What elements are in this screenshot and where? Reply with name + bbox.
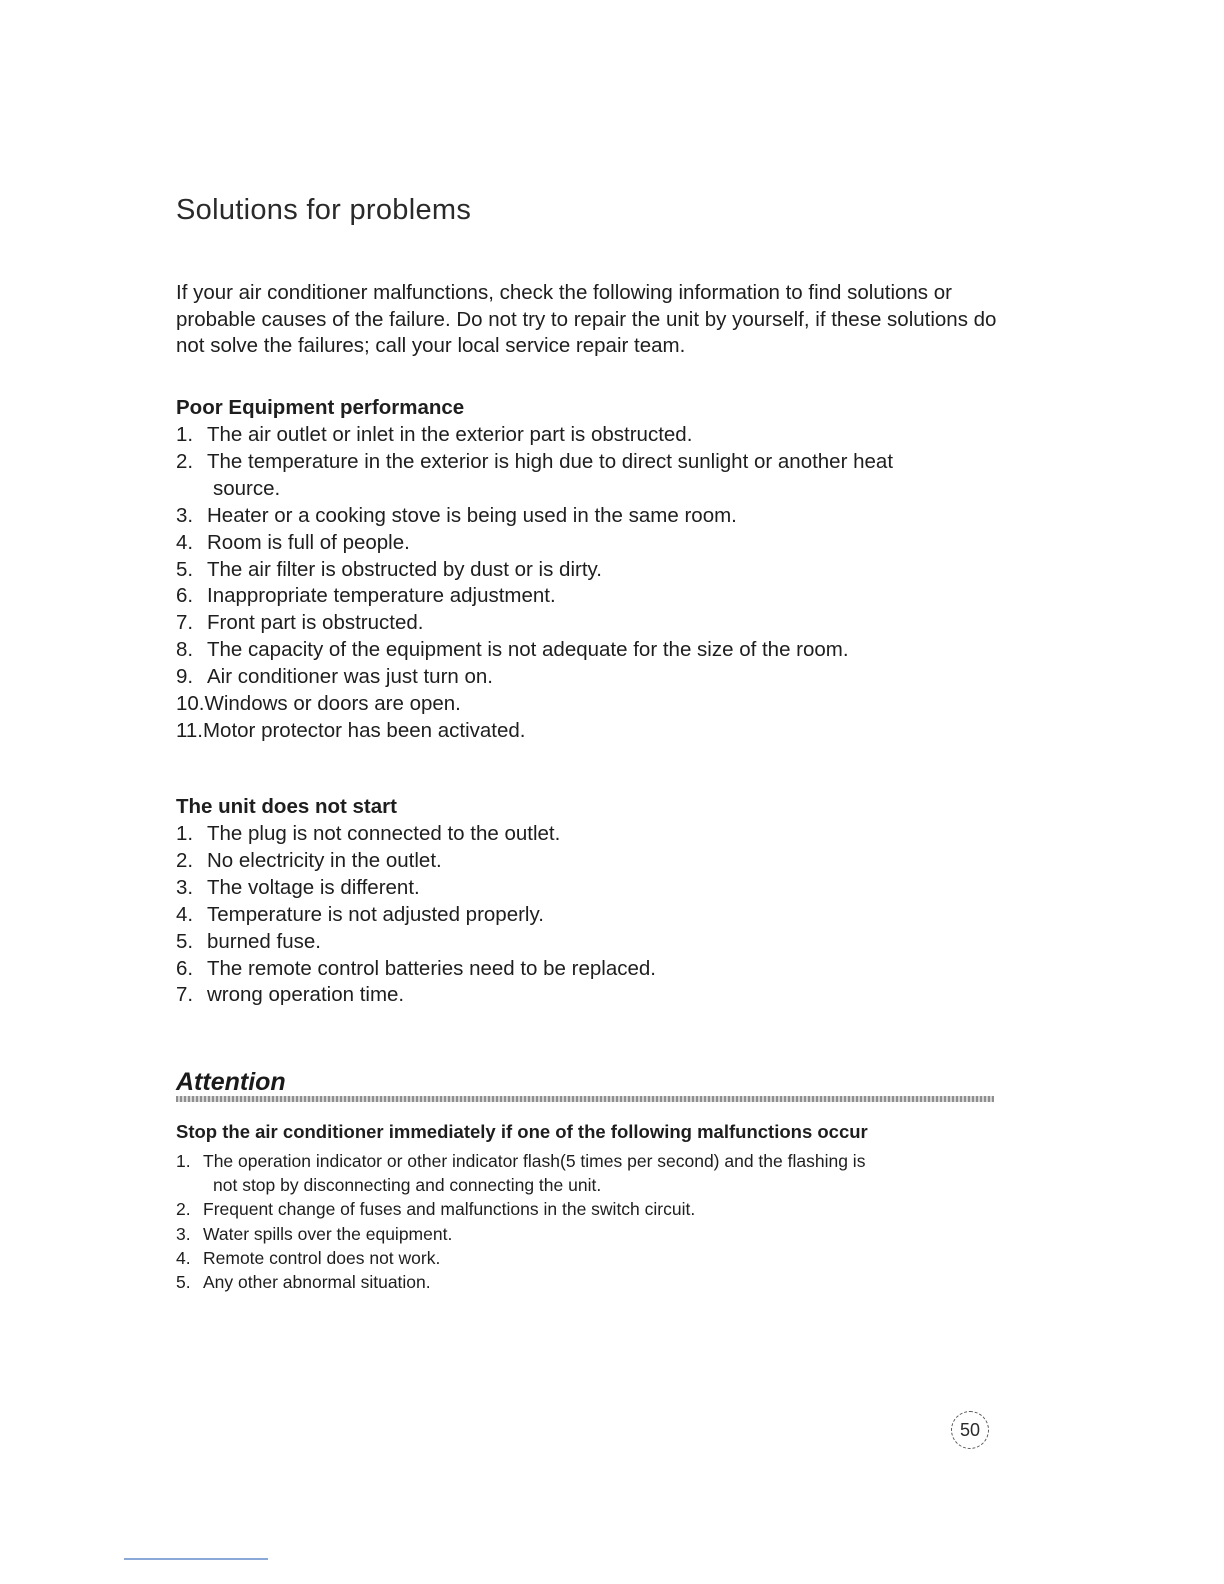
item-text-continued: source. [213, 476, 281, 500]
section-heading-poor-performance: Poor Equipment performance [176, 396, 465, 419]
page-number: 50 [951, 1411, 989, 1449]
item-number: 4. [176, 902, 194, 926]
list-item [176, 691, 1006, 718]
list-item [176, 637, 1006, 664]
list-item [176, 982, 1006, 1009]
list-item [176, 1246, 1006, 1270]
item-text: Motor protector has been activated. [202, 718, 526, 742]
item-text: Windows or doors are open. [204, 692, 461, 716]
list-item [176, 718, 1006, 745]
list-item [176, 848, 1006, 875]
item-number: 3. [176, 503, 194, 527]
bottom-rule [124, 1558, 268, 1560]
item-text: The voltage is different. [207, 875, 420, 899]
item-number: 4. [176, 1247, 191, 1268]
list-item [176, 557, 1006, 584]
list-item [176, 610, 1006, 637]
list-item [176, 1222, 1006, 1246]
item-text: The capacity of the equipment is not adequate for the size of the room. [207, 638, 849, 662]
item-number: 5. [176, 1272, 191, 1293]
unit-not-start-list [176, 821, 1006, 1009]
item-text: The plug is not connected to the outlet. [207, 822, 561, 845]
item-text: The operation indicator or other indicator flash(5 times per second) and the flashing is [203, 1151, 866, 1171]
list-item [176, 583, 1006, 610]
item-text: Water spills over the equipment. [203, 1223, 453, 1244]
section-heading-unit-not-start: The unit does not start [176, 795, 397, 818]
list-item [176, 530, 1006, 557]
item-text: Room is full of people. [207, 530, 410, 554]
item-text: The air outlet or inlet in the exterior part is obstructed. [207, 423, 693, 446]
attention-divider [176, 1096, 994, 1102]
item-number: 9. [176, 665, 194, 689]
item-text: wrong operation time. [207, 983, 405, 1007]
list-item [176, 956, 1006, 983]
item-text: burned fuse. [207, 929, 321, 953]
item-text: Frequent change of fuses and malfunctions in the switch circuit. [203, 1199, 696, 1220]
item-number: 5. [176, 929, 194, 953]
item-number: 8. [176, 638, 194, 662]
list-item [176, 1197, 1006, 1221]
list-item [176, 875, 1006, 902]
list-item [176, 1149, 1006, 1197]
page-title: Solutions for problems [176, 194, 472, 226]
item-number: 2. [176, 848, 194, 872]
item-text-continued: not stop by disconnecting and connecting the unit. [213, 1175, 602, 1196]
item-number: 4. [176, 530, 194, 554]
list-item [176, 929, 1006, 956]
item-text: Any other abnormal situation. [203, 1272, 431, 1293]
item-text: Remote control does not work. [203, 1247, 441, 1268]
list-item [176, 664, 1006, 691]
list-item [176, 902, 1006, 929]
intro-paragraph: If your air conditioner malfunctions, check the following information to find solutions or probable causes of the failure. Do not try to repair the unit by yourself, if these solutions do not solve the failures; call your local service repair team. [176, 281, 997, 358]
list-item [176, 422, 1006, 449]
item-number: 3. [176, 875, 194, 899]
item-text: Inappropriate temperature adjustment. [207, 584, 556, 608]
item-number: 11. [176, 718, 203, 742]
item-text: Heater or a cooking stove is being used in the same room. [207, 503, 737, 527]
item-number: 2. [176, 1199, 191, 1220]
item-number: 1. [176, 822, 194, 845]
item-text: Air conditioner was just turn on. [207, 665, 493, 689]
attention-list [176, 1149, 1006, 1294]
item-number: 6. [176, 956, 194, 980]
attention-title: Attention [176, 1068, 286, 1096]
item-text: Front part is obstructed. [207, 611, 424, 635]
item-number: 7. [176, 611, 194, 635]
item-number: 3. [176, 1223, 191, 1244]
item-number: 7. [176, 983, 194, 1007]
item-text: The remote control batteries need to be replaced. [207, 956, 656, 980]
item-text: No electricity in the outlet. [207, 848, 442, 872]
list-item [176, 1270, 1006, 1294]
item-number: 1. [176, 1151, 191, 1171]
poor-performance-list [176, 422, 1006, 745]
item-number: 10. [176, 692, 205, 716]
item-number: 5. [176, 557, 194, 581]
attention-heading: Stop the air conditioner immediately if one of the following malfunctions occur [176, 1121, 868, 1142]
list-item [176, 503, 1006, 530]
item-number: 1. [176, 423, 194, 446]
item-text: The air filter is obstructed by dust or is dirty. [207, 557, 602, 581]
item-text: Temperature is not adjusted properly. [207, 902, 544, 926]
item-text: The temperature in the exterior is high due to direct sunlight or another heat [207, 449, 894, 473]
item-number: 6. [176, 584, 194, 608]
item-number: 2. [176, 449, 194, 473]
list-item [176, 821, 1006, 848]
list-item [176, 449, 1006, 503]
